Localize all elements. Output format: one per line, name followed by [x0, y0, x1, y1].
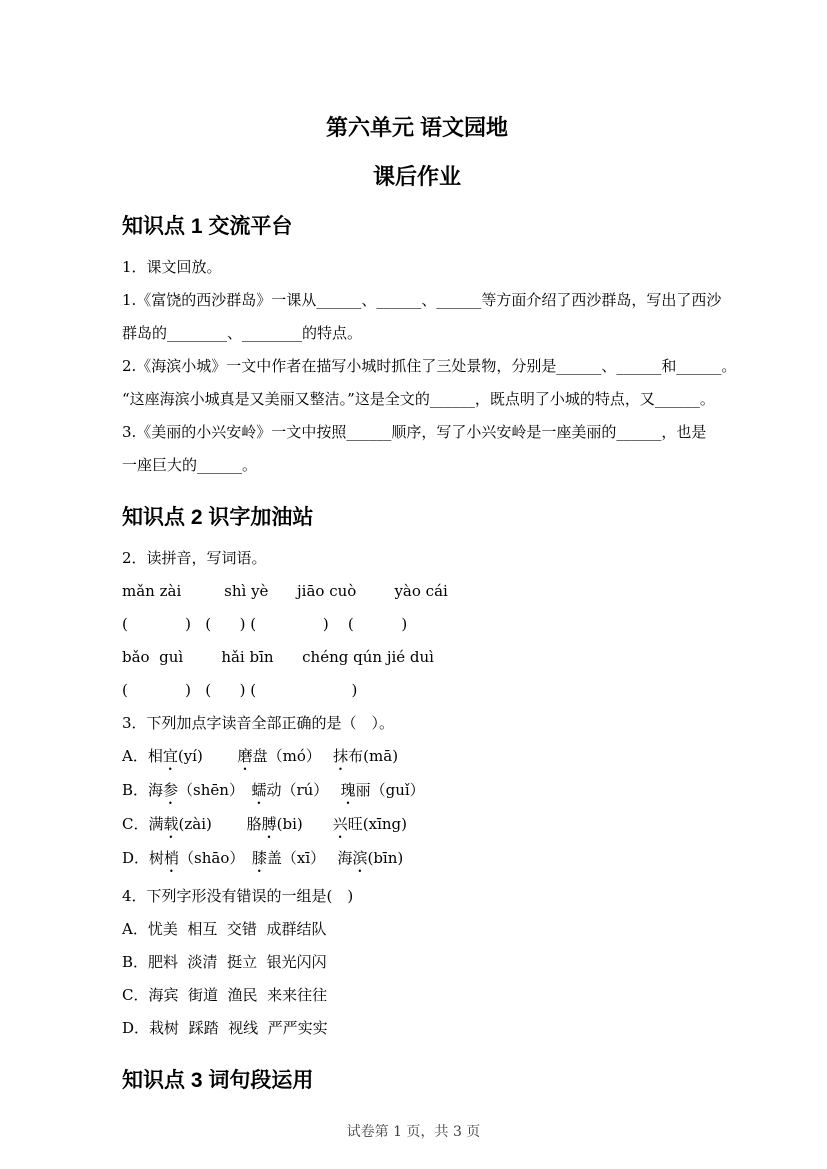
dotted-char: 兴	[332, 815, 348, 833]
worksheet-content	[122, 114, 737, 1105]
option-text: (bīn)	[367, 849, 404, 867]
option-text: B．海	[122, 781, 164, 799]
option-text: D．树	[122, 849, 165, 867]
page-title: 第六单元 语文园地	[325, 115, 509, 140]
option-text: 盖（xī）	[266, 849, 338, 867]
section-heading-kp1: 知识点 1 交流平台	[122, 215, 293, 238]
option-text: 海	[337, 849, 353, 867]
dotted-char: 瑰	[340, 781, 356, 799]
pinyin-row-2: bǎo guì hǎi bīn chéng qún jié duì	[122, 648, 434, 666]
option-text: 布(mā)	[348, 747, 399, 765]
answer-paren-row-1: ( ) ( ) ( ) ( )	[122, 615, 408, 633]
pinyin-row-1: mǎn zài shì yè jiāo cuò yào cái	[122, 582, 448, 600]
q3-label: 3．下列加点字读音全部正确的是（ ）。	[122, 714, 395, 732]
option-text: 丽（guǐ）	[355, 781, 425, 799]
q1-fill-blank-line-1: 1.《富饶的西沙群岛》一课从______、______、______等方面介绍了西沙群岛，写出了西沙	[122, 291, 722, 309]
q1-fill-blank-line-4: “这座海滨小城真是又美丽又整洁。”这是全文的______，既点明了小城的特点，又______。	[122, 390, 715, 408]
section-heading-kp2: 知识点 2 识字加油站	[122, 506, 314, 529]
dotted-char: 载	[163, 815, 179, 833]
q4-label: 4．下列字形没有错误的一组是( )	[122, 887, 354, 905]
q1-fill-blank-line-6: 一座巨大的______。	[122, 456, 258, 474]
dotted-char: 梢	[164, 849, 180, 867]
q1-fill-blank-line-3: 2.《海滨小城》一文中作者在描写小城时抓住了三处景物，分别是______、______和______。	[122, 357, 737, 375]
q4-option-c: C．海宾 街道 渔民 来来往往	[122, 986, 328, 1004]
dotted-char: 膊	[261, 815, 277, 833]
page-footer: 试卷第 1 页，共 3 页	[346, 1124, 481, 1140]
option-text: （shēn）	[178, 781, 252, 799]
q3-option-b	[122, 774, 712, 808]
q4-option-a: A．忧美 相互 交错 成群结队	[122, 920, 327, 938]
q1-fill-blank-line-5: 3.《美丽的小兴安岭》一文中按照______顺序，写了小兴安岭是一座美丽的______，也是	[122, 423, 707, 441]
q4-option-b: B．肥料 淡清 挺立 银光闪闪	[122, 953, 327, 971]
dotted-char: 滨	[352, 849, 368, 867]
dotted-char: 蠕	[251, 781, 267, 799]
option-text: 旺(xīng)	[347, 815, 408, 833]
option-text: 盘（mó）	[252, 747, 334, 765]
dotted-char: 宜	[162, 747, 178, 765]
q3-option-d	[122, 842, 712, 876]
option-text: 动（rú）	[266, 781, 341, 799]
option-text: A．相	[122, 747, 163, 765]
option-text: 胳	[246, 815, 262, 833]
q4-option-d: D．栽树 踩踏 视线 严严实实	[122, 1019, 328, 1037]
page-subtitle: 课后作业	[372, 164, 461, 189]
option-text: C．满	[122, 815, 164, 833]
q1-label: 1．课文回放。	[122, 258, 222, 276]
option-text: （shāo）	[179, 849, 252, 867]
option-text: (zài)	[178, 815, 247, 833]
dotted-char: 抹	[333, 747, 349, 765]
section-heading-kp3: 知识点 3 词句段运用	[122, 1069, 314, 1092]
dotted-char: 参	[163, 781, 179, 799]
option-text: (bi)	[276, 815, 333, 833]
option-text: (yí)	[177, 747, 238, 765]
q2-label: 2．读拼音，写词语。	[122, 549, 267, 567]
dotted-char: 膝	[251, 849, 267, 867]
dotted-char: 磨	[237, 747, 253, 765]
q1-fill-blank-line-2: 群岛的________、________的特点。	[122, 324, 363, 342]
answer-paren-row-2: ( ) ( ) ( )	[122, 681, 358, 699]
q3-option-a	[122, 740, 712, 774]
q3-option-c	[122, 808, 712, 842]
